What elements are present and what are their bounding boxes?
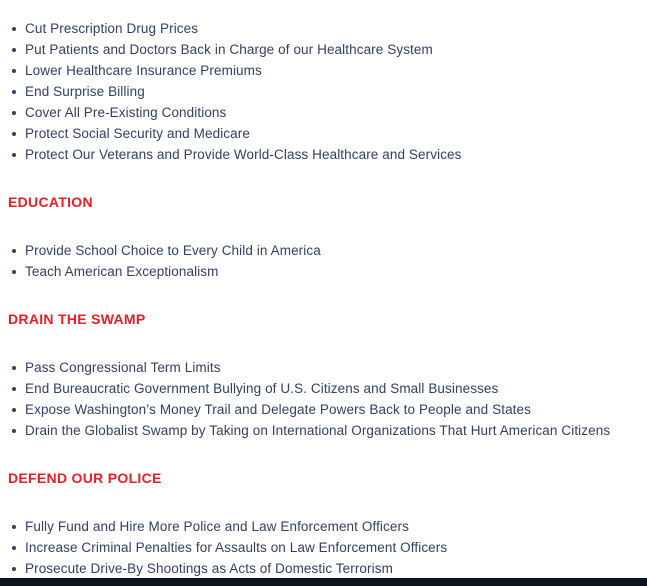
policy-list-item: Prosecute Drive-By Shootings as Acts of Domestic Terrorism (25, 558, 639, 579)
policy-list-item: Cover All Pre-Existing Conditions (25, 102, 639, 123)
policy-list (8, 240, 639, 282)
policy-list-item: Lower Healthcare Insurance Premiums (25, 60, 639, 81)
policy-list-item: Teach American Exceptionalism (25, 261, 639, 282)
policy-list-item: Expose Washington’s Money Trail and Delegate Powers Back to People and States (25, 399, 639, 420)
policy-list-item: End Surprise Billing (25, 81, 639, 102)
policy-list-item: Provide School Choice to Every Child in America (25, 240, 639, 261)
policy-list (8, 516, 639, 579)
policy-list (8, 357, 639, 441)
policy-list-item: Drain the Globalist Swamp by Taking on International Organizations That Hurt American Citizens (25, 420, 639, 441)
policy-list-item: Protect Our Veterans and Provide World-Class Healthcare and Services (25, 144, 639, 165)
policy-list-item: Fully Fund and Hire More Police and Law Enforcement Officers (25, 516, 639, 537)
policy-list-item: Protect Social Security and Medicare (25, 123, 639, 144)
footer-bar (0, 578, 647, 586)
section-heading-drain-the-swamp: DRAIN THE SWAMP (8, 311, 146, 327)
section-heading-education: EDUCATION (8, 194, 93, 210)
policy-list-item: End Bureaucratic Government Bullying of U.S. Citizens and Small Businesses (25, 378, 639, 399)
policy-list-item: Pass Congressional Term Limits (25, 357, 639, 378)
policy-list (8, 18, 639, 165)
policy-list-item: Increase Criminal Penalties for Assaults on Law Enforcement Officers (25, 537, 639, 558)
section-heading-defend-our-police: DEFEND OUR POLICE (8, 470, 162, 486)
policy-list-item: Cut Prescription Drug Prices (25, 18, 639, 39)
policy-list-item: Put Patients and Doctors Back in Charge of our Healthcare System (25, 39, 639, 60)
